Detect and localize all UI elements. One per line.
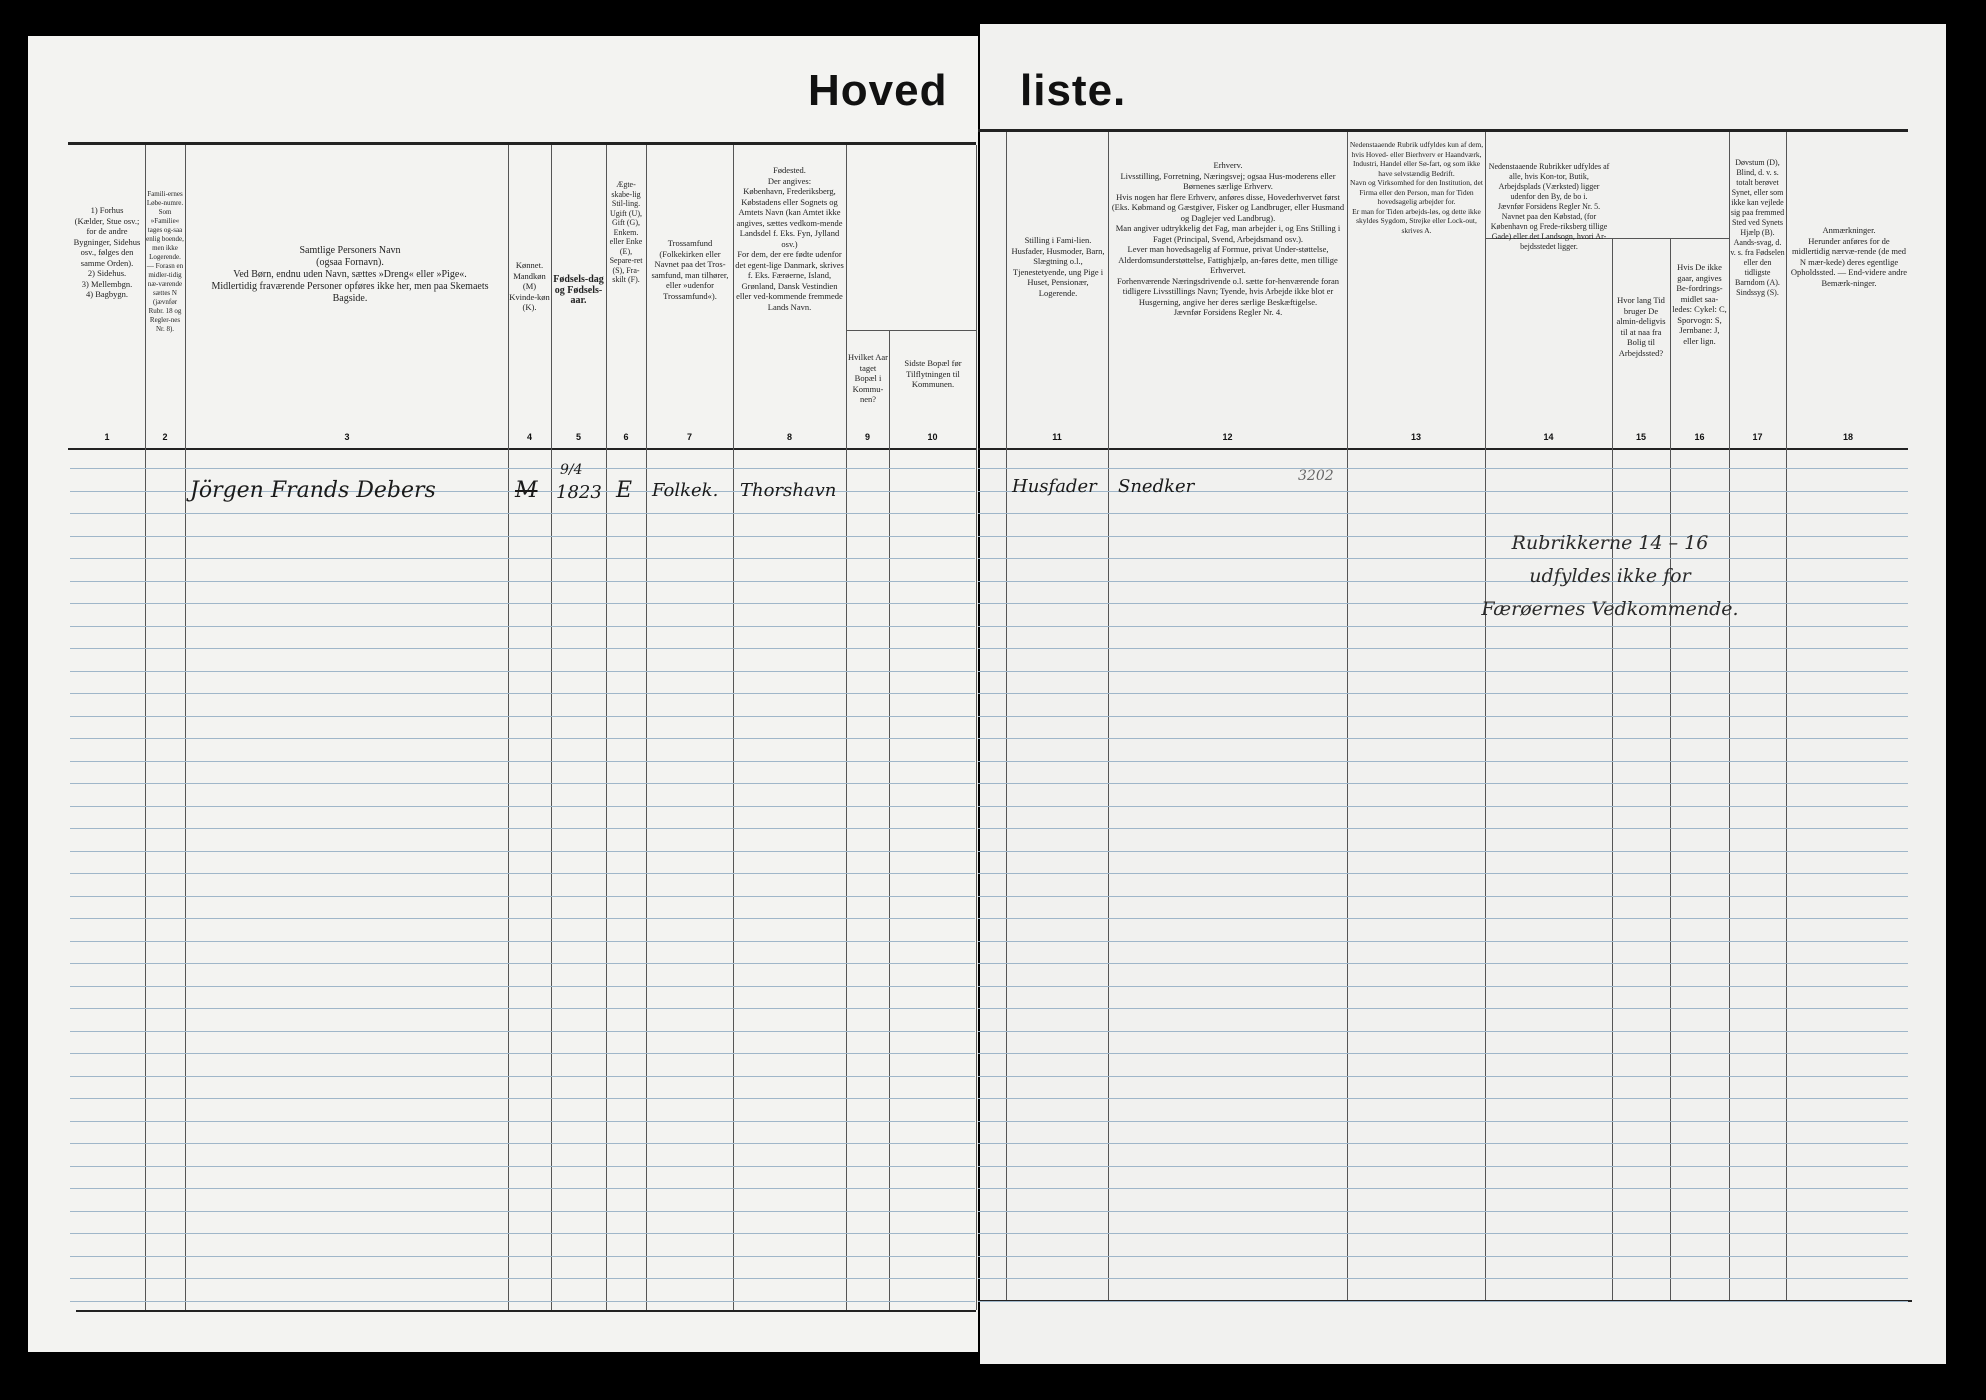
header-col-3: Samtlige Personers Navn (ogsaa Fornavn). Ved Børn, endnu uden Navn, sættes »Dreng« eller »Pige«. Midlertidig fraværende Personer opføres ikke her, men paa Skemaets Bagside. [211,245,489,304]
header-col-15: Hvor lang Tid bruger De almin-deligvis til at naa fra Bolig til Arbejdssted? [1616,295,1666,358]
header-subrule [846,330,976,331]
row-rule [978,626,1908,627]
col-divider [508,145,509,1310]
row-rule [978,648,1908,649]
header-col-18: Anmærkninger. Herunder anføres for de midlertidig nærvæ-rende (de med N mær-kede) deres egentlige Opholdssted. — End-videre andre Bemærk-ninger. [1790,225,1908,288]
row-rule [978,1031,1908,1032]
footnote-line-1: Rubrikkerne 14 – 16 [1511,532,1709,554]
col-number: 17 [1752,432,1763,442]
row-rule [978,1233,1908,1234]
header-col-12: Erhverv. Livsstilling, Forretning, Næringsvej; ogsaa Hus-moderens eller Børnenes særlige Erhverv. Hvis nogen har flere Erhverv, anføres disse, Hovederhvervet først (Eks. Købmand og Gæstgiver, Fisker og Landbruger, eller Husmand og Daglejer ved Landbrug). Man angiver udtrykkelig det Fag, man arbejder i, og Ens Stilling i Faget (Principal, Svend, Arbejdsmand osv.). Lever man hovedsagelig af Formue, privat Under-støttelse, Alderdomsunderstøttelse, Fattighjælp, an-føres dette, men tillige Erhvervet. Forhenværende Næringsdrivende o.l. sætte for-henværende foran tidligere Livsstillings Navn; Tyende, hvis Arbejde ikke blot er Husgerning, angive her deres særlige Beskæftigelse. Jævnfør Forsidens Regler Nr. 4. [1111,160,1345,317]
row-rule [70,806,975,807]
col-number: 15 [1635,432,1646,442]
header-col-4: Kønnet. Mandkøn (M) Kvinde-køn (K). [509,260,550,312]
row-rule [978,468,1908,469]
header-col-1: 1) Forhus (Kælder, Stue osv.; for de andre Bygninger, Sidehus osv., følges den samme Orden). 2) Sidehus. 3) Mellembgn. 4) Bagbygn. [73,205,141,299]
title-left: Hoved [808,66,948,115]
row-rule [70,873,975,874]
col-number: 18 [1842,432,1853,442]
header-col-6: Ægte-skabe-lig Stil-ling. Ugift (U), Gift (G), Enkem. eller Enke (E), Separe-ret (S), Fra-skilt (F). [609,180,643,284]
col-number: 8 [786,432,792,442]
row-rule [70,693,975,694]
header-rule-right [978,448,1908,450]
col-divider [1612,238,1613,1300]
row-rule [70,626,975,627]
header-col-13: Nedenstaaende Rubrik udfyldes kun af dem, hvis Hoved- eller Bierhverv er Haandværk, Industri, Handel eller Sø-fart, og som ikke have selvstændig Bedrift. Navn og Virksomhed for den Institution, det Firma eller den Person, man for Tiden hovedsagelig arbejder for. Er man for Tiden arbejds-løs, og dette ikke skyldes Sygdom, Strejke eller Lock-out, skrives A. [1349,140,1484,235]
row-rule [978,716,1908,717]
row-rule [978,603,1908,604]
entry-occupation: Snedker [1118,476,1195,497]
entry-name: Jörgen Frands Debers [190,478,436,503]
row-rule [70,558,975,559]
col-number: 9 [864,432,870,442]
col-number: 10 [927,432,938,442]
row-rule [70,896,975,897]
col-number: 1 [104,432,110,442]
row-rule [978,986,1908,987]
col-divider [889,330,890,1310]
row-rule [70,941,975,942]
row-rule [70,963,975,964]
row-rule [978,1008,1908,1009]
row-rule [978,738,1908,739]
row-rule [978,896,1908,897]
header-col-5: Fødsels-dag og Fødsels-aar. [553,274,604,306]
header-col-9: Hvilket Aar taget Bopæl i Kommu-nen? [848,352,888,404]
row-rule [70,1053,975,1054]
col-number: 3 [344,432,350,442]
row-rule [978,513,1908,514]
col-divider [733,145,734,1310]
row-rule [70,918,975,919]
entry-birth-year: 1823 [556,482,602,503]
row-rule [978,1211,1908,1212]
col-number: 7 [686,432,692,442]
row-rule [978,1076,1908,1077]
header-col-8: Fødested. Der angives: København, Frederiksberg, Købstadens eller Sognets og Amtets Navn (kan Amtet ikke angives, sættes vedkom-mende Landsdel f. Eks. Fyn, Jylland osv.) For dem, der ere fødte udenfor det egent-lige Danmark, skrives f. Eks. Færøerne, Island, Grønland, Dansk Vestindien eller ved-kommende fremmede Lands Navn. [735,165,844,312]
row-rule [978,1256,1908,1257]
row-rule [70,1121,975,1122]
row-rule [70,738,975,739]
row-rule [978,1278,1908,1279]
row-rule [978,1301,1908,1302]
row-rule [70,1301,975,1302]
row-rule [70,1031,975,1032]
col-number: 13 [1410,432,1421,442]
row-rule [70,1188,975,1189]
row-rule [978,851,1908,852]
row-rule [70,1211,975,1212]
row-rule [978,806,1908,807]
header-rule-left [68,448,976,450]
row-rule [70,1256,975,1257]
header-col-16: Hvis De ikke gaar, angives Be-fordrings-midlet saa-ledes: Cykel: C, Sporvogn: S, Jernbane: J, eller lign. [1672,262,1727,346]
row-rule [978,1188,1908,1189]
row-rule [978,1166,1908,1167]
bottom-rule-left [76,1310,976,1312]
entry-birth-day: 9/4 [560,462,583,478]
row-rule [978,918,1908,919]
row-rule [70,851,975,852]
top-rule-left [68,142,976,145]
row-rule [978,1143,1908,1144]
entry-sex: M [515,478,538,503]
row-rule [70,783,975,784]
col-number: 16 [1694,432,1705,442]
row-rule [70,1076,975,1077]
entry-birthplace: Thorshavn [740,480,837,501]
row-rule [70,671,975,672]
row-rule [70,536,975,537]
header-col-7: Trossamfund (Folkekirken eller Navnet paa det Tros-samfund, man tilhører, eller »udenfor Trossamfund«). [651,238,729,301]
row-rule [978,828,1908,829]
top-rule-right [978,129,1908,132]
col-divider [606,145,607,1310]
row-rule [70,986,975,987]
row-rule [978,558,1908,559]
row-rule [978,941,1908,942]
col-number: 14 [1543,432,1554,442]
col-divider [551,145,552,1310]
footnote-line-2: udfyldes ikke for [1529,565,1691,587]
col-number: 5 [575,432,581,442]
col-divider [976,145,977,1310]
row-rule [70,1233,975,1234]
col-number: 4 [526,432,532,442]
row-rule [70,581,975,582]
row-rule [70,1143,975,1144]
col-number: 6 [623,432,629,442]
col-divider [846,145,847,1310]
header-col-17: Døvstum (D), Blind, d. v. s. totalt berøvet Synet, eller som ikke kan vejlede sig paa fremmed Sted ved Synets Hjælp (B). Aands-svag, d. v. s. fra Fødselen eller den tidligste Barndom (A). Sindssyg (S). [1730,158,1785,297]
entry-religion: Folkek. [652,480,719,501]
header-col-14: Nedenstaaende Rubrikker udfyldes af alle, hvis Kon-tor, Butik, Arbejdsplads (Værksted) ligger udenfor den By, de bo i. Jævnfør Forsidens Regler Nr. 5. Navnet paa den Købstad, (for København og Frede-riksberg tillige Gade) eller det Landsogn, hvori Ar-bejdsstedet ligger. [1488,162,1610,251]
row-rule [978,671,1908,672]
col-divider [185,145,186,1310]
row-rule [978,783,1908,784]
col-divider [1670,238,1671,1300]
col-divider [646,145,647,1310]
header-col-11: Stilling i Fami-lien. Husfader, Husmoder, Barn, Slægtning o.l., Tjenestetyende, ung Pige i Huset, Pensionær, Logerende. [1011,235,1105,298]
row-rule [978,581,1908,582]
row-rule [978,1053,1908,1054]
row-rule [70,1098,975,1099]
row-rule [70,603,975,604]
title-right: liste. [1020,66,1127,115]
row-rule [978,1098,1908,1099]
col-number: 12 [1222,432,1233,442]
footnote-line-3: Færøernes Vedkommende. [1481,598,1739,620]
row-rule [70,716,975,717]
row-rule [978,536,1908,537]
row-rule [70,1008,975,1009]
row-rule [978,693,1908,694]
entry-family-position: Husfader [1012,476,1097,497]
row-rule [70,513,975,514]
entry-occupation-code: 3202 [1298,468,1334,484]
col-number: 2 [162,432,168,442]
row-rule [70,648,975,649]
row-rule [978,1121,1908,1122]
row-rule [978,761,1908,762]
row-rule [978,873,1908,874]
header-col-2: Famili-ernes Løbe-numre. Som »Familie« tages og-saa enlig boende, men ikke Logerende. — Forasn en midler-tidig næ-værende sættes N (jævnfør Rubr. 18 og Regler-nes Nr. 8). [146,190,184,333]
row-rule [70,1166,975,1167]
row-rule [70,828,975,829]
row-rule [70,468,975,469]
row-rule [70,761,975,762]
row-rule [978,963,1908,964]
col-number: 11 [1052,432,1062,442]
header-col-10: Sidste Bopæl før Tilflytningen til Kommunen. [904,358,962,389]
row-rule [70,1278,975,1279]
entry-marital: E [616,478,633,503]
